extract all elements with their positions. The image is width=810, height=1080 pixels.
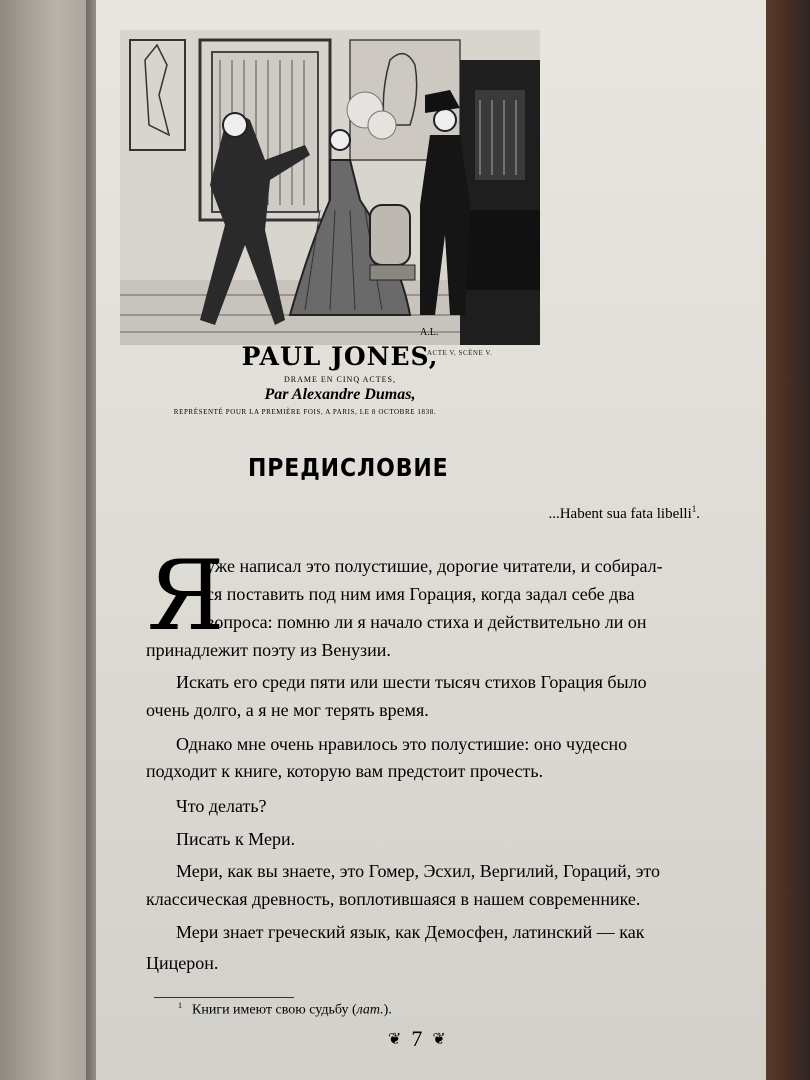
text-line: ся поставить под ним имя Горация, когда задал себе два — [206, 584, 635, 604]
footnote — [178, 1001, 392, 1019]
text-line: принадлежит поэту из Венузии. — [146, 640, 391, 660]
text-line: Искать его среди пяти или шести тысяч стихов Горация было — [176, 672, 647, 692]
illustration-caption: ACTE V, SCÈNE V. — [427, 349, 493, 357]
engraving-signature: A.L. — [420, 327, 439, 338]
fleuron-icon: ❦ — [388, 1031, 402, 1048]
text-line: вопроса: помню ли я начало стиха и действительно ли он — [206, 612, 647, 632]
engraving-illustration — [120, 30, 540, 345]
play-title: PAUL JONES, — [241, 342, 439, 371]
text-line: Однако мне очень нравилось это полустишие: оно чудесно — [176, 734, 628, 754]
epigraph-text: ...Habent sua fata libelli — [548, 506, 692, 522]
text-line: Что делать? — [176, 796, 267, 816]
epigraph-footnote-ref: 1 — [691, 504, 697, 514]
play-author: Par Alexandre Dumas, — [264, 386, 416, 403]
footnote-rule — [154, 997, 294, 998]
text-line: уже написал это полустишие, дорогие читатели, и собирал- — [206, 556, 663, 576]
drop-cap: Я — [147, 540, 225, 652]
text-line: Мери знает греческий язык, как Демосфен, латинский — как — [176, 922, 645, 942]
text-line: подходит к книге, которую вам предстоит прочесть. — [146, 761, 544, 781]
footnote-number: 1 — [178, 1001, 182, 1010]
play-performance: REPRÉSENTÉ POUR LA PREMIÈRE FOIS, A PARIS, LE 8 OCTOBRE 1838. — [173, 408, 437, 416]
text-line: Писать к Мери. — [176, 829, 296, 849]
footnote-text: Книги имеют свою судьбу ( — [192, 1002, 357, 1018]
footnote-end: ). — [383, 1002, 392, 1018]
text-line: очень долго, а я не мог терять время. — [146, 700, 429, 720]
text-line: Цицерон. — [146, 953, 219, 973]
chapter-heading: ПРЕДИСЛОВИЕ — [248, 453, 449, 482]
text-line: классическая древность, воплотившаяся в нашем современнике. — [146, 889, 641, 909]
epigraph — [548, 504, 700, 523]
fleuron-icon: ❦ — [432, 1031, 446, 1048]
footnote-lang: лат. — [356, 1002, 384, 1018]
text-line: Мери, как вы знаете, это Гомер, Эсхил, Вергилий, Гораций, это — [176, 861, 661, 881]
left-page-edge — [0, 0, 95, 1080]
page-number-block — [388, 1026, 446, 1052]
play-subtitle: DRAME EN CINQ ACTES, — [283, 375, 396, 384]
book-cover-edge — [766, 0, 810, 1080]
epigraph-suffix: . — [696, 506, 700, 522]
page-number: 7 — [411, 1026, 423, 1051]
playbill-block — [173, 342, 500, 416]
